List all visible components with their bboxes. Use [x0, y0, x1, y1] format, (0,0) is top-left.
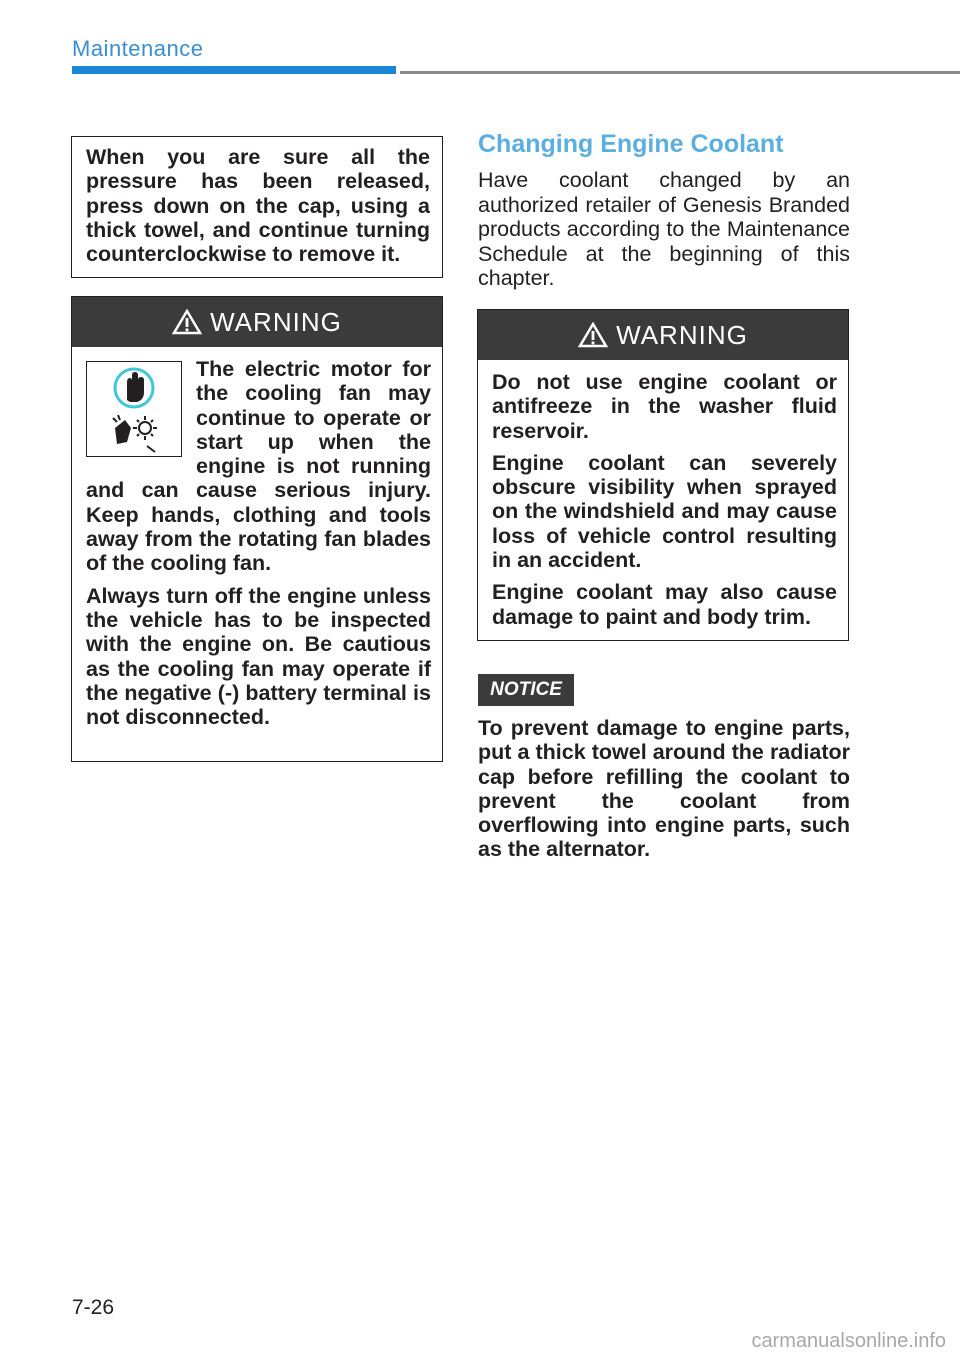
warning-body	[478, 360, 848, 629]
warning-label: WARNING	[616, 319, 748, 350]
warning-paragraph: Engine coolant can severely obscure visibility when sprayed on the windshield and may cause loss of vehicle control resulting in an accident.	[492, 450, 837, 573]
notice-badge: NOTICE	[478, 674, 574, 706]
warning-paragraph: Engine coolant may also cause damage to paint and body trim.	[492, 580, 837, 629]
warning-header	[72, 297, 442, 347]
section-heading: Changing Engine Coolant	[478, 130, 784, 158]
instruction-box	[71, 136, 443, 278]
section-title: Maintenance	[72, 36, 204, 61]
instruction-text: When you are sure all the pressure has been released, press down on the cap, using a thick towel, and continue turning counterclockwise to remove it.	[86, 145, 430, 267]
header-rule-accent	[72, 66, 396, 74]
warning-body	[72, 347, 442, 729]
warning-paragraph: The electric motor for the cooling fan may continue to operate or start up when the engine is not running and can cause serious injury. Keep hands, clothing and tools away from the rotating fan blades of the cooling fan.	[86, 357, 431, 576]
warning-paragraph: Always turn off the engine unless the vehicle has to be inspected with the engine on. Be cautious as the cooling fan may operate if the negative (-) battery terminal is not disconnected.	[86, 583, 431, 730]
warning-triangle-icon	[172, 309, 202, 335]
warning-box-fan	[71, 296, 443, 762]
warning-header	[478, 310, 848, 360]
section-body: Have coolant changed by an authorized retailer of Genesis Branded products according to the Maintenance Schedule at the beginning of this chapter.	[478, 168, 850, 290]
hand-stop-fan-icon	[86, 361, 182, 457]
warning-paragraph: Do not use engine coolant or antifreeze in the washer fluid reservoir.	[492, 370, 837, 443]
page-number: 7-26	[72, 1296, 115, 1319]
watermark: carmanualsonline.info	[751, 1330, 946, 1352]
header-rule	[400, 71, 960, 74]
warning-box-coolant	[477, 309, 849, 641]
warning-triangle-icon	[578, 322, 608, 348]
notice-text: To prevent damage to engine parts, put a thick towel around the radiator cap before refilling the coolant to prevent the coolant from overflowing into engine parts, such as the alternator.	[478, 716, 850, 862]
warning-label: WARNING	[210, 306, 342, 337]
